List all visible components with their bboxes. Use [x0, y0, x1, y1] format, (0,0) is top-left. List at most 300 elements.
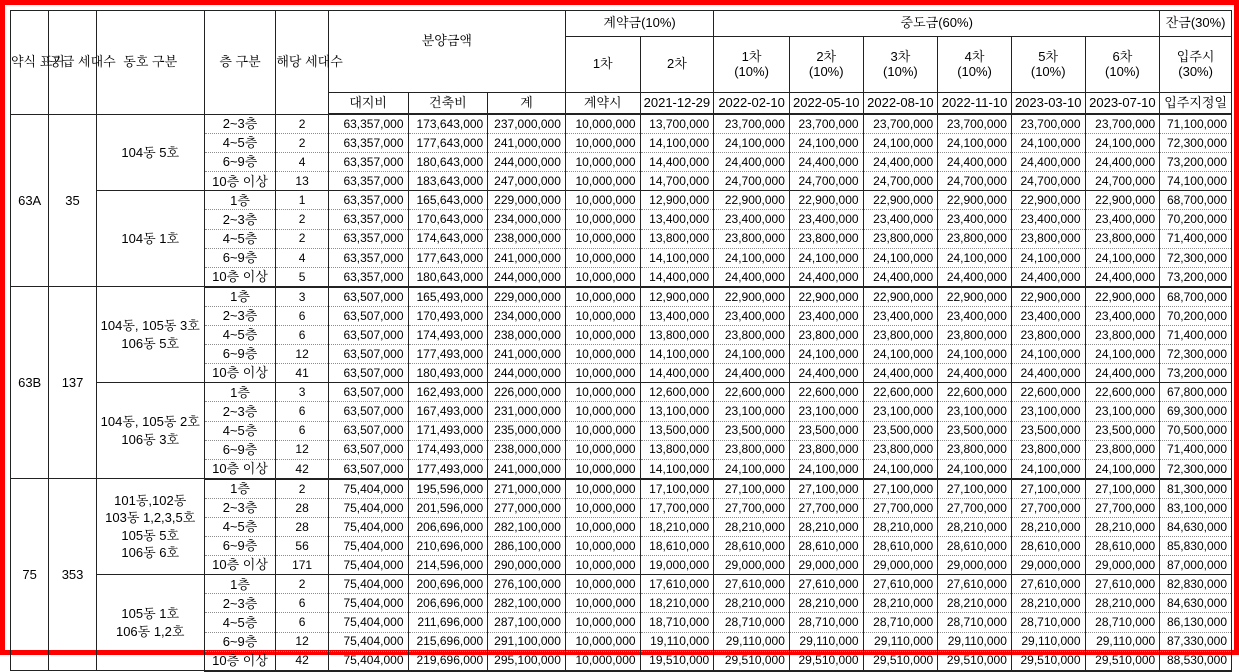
middle-4-cell: 22,900,000: [938, 287, 1012, 307]
middle-2-cell: 29,110,000: [789, 632, 863, 651]
land-price-cell: 63,507,000: [328, 306, 408, 325]
land-price-cell: 75,404,000: [328, 594, 408, 613]
header-deposit-1-date: 계약시: [565, 93, 640, 115]
header-middle: 중도금(60%): [714, 11, 1160, 37]
middle-2-cell: 22,900,000: [789, 287, 863, 307]
middle-5-cell: 28,210,000: [1011, 517, 1085, 536]
units-cell: 2: [276, 575, 328, 594]
deposit-1-cell: 10,000,000: [565, 575, 640, 594]
middle-1-cell: 24,100,000: [714, 134, 790, 153]
floor-cell: 10층 이상: [204, 556, 276, 575]
middle-5-cell: 28,710,000: [1011, 613, 1085, 632]
floor-cell: 6~9층: [204, 632, 276, 651]
balance-cell: 73,200,000: [1160, 364, 1232, 383]
supply-units-cell: 137: [49, 287, 96, 479]
total-price-cell: 238,000,000: [488, 229, 566, 248]
middle-5-cell: 22,600,000: [1011, 383, 1085, 402]
balance-cell: 73,200,000: [1160, 267, 1232, 287]
middle-3-cell: 24,100,000: [863, 134, 938, 153]
land-price-cell: 75,404,000: [328, 556, 408, 575]
units-cell: 6: [276, 306, 328, 325]
middle-3-cell: 22,900,000: [863, 191, 938, 210]
middle-1-cell: 29,510,000: [714, 651, 790, 671]
deposit-1-cell: 10,000,000: [565, 383, 640, 402]
deposit-1-cell: 10,000,000: [565, 613, 640, 632]
floor-cell: 10층 이상: [204, 172, 276, 191]
middle-4-cell: 29,110,000: [938, 632, 1012, 651]
middle-5-cell: 24,700,000: [1011, 172, 1085, 191]
deposit-1-cell: 10,000,000: [565, 479, 640, 499]
dong-ho-label: 101동,102동 103동 1,2,3,5호 105동 5호 106동 6호: [105, 492, 196, 561]
total-price-cell: 287,100,000: [488, 613, 566, 632]
middle-4-cell: 28,210,000: [938, 517, 1012, 536]
middle-4-cell: 23,400,000: [938, 210, 1012, 229]
middle-6-cell: 24,100,000: [1085, 459, 1160, 479]
middle-1-cell: 24,400,000: [714, 267, 790, 287]
land-price-cell: 63,507,000: [328, 364, 408, 383]
middle-6-cell: 28,710,000: [1085, 613, 1160, 632]
dong-ho-cell: [96, 287, 204, 383]
land-price-cell: 63,507,000: [328, 421, 408, 440]
middle-3-cell: 27,700,000: [863, 498, 938, 517]
balance-cell: 72,300,000: [1160, 248, 1232, 267]
deposit-2-cell: 14,400,000: [640, 364, 714, 383]
balance-cell: 67,800,000: [1160, 383, 1232, 402]
total-price-cell: 229,000,000: [488, 287, 566, 307]
balance-cell: 71,400,000: [1160, 326, 1232, 345]
total-price-cell: 282,100,000: [488, 594, 566, 613]
middle-4-cell: 29,000,000: [938, 556, 1012, 575]
middle-3-cell: 29,000,000: [863, 556, 938, 575]
middle-3-cell: 24,100,000: [863, 459, 938, 479]
balance-cell: 71,400,000: [1160, 229, 1232, 248]
middle-3-cell: 24,100,000: [863, 248, 938, 267]
middle-2-cell: 27,610,000: [789, 575, 863, 594]
total-price-cell: 295,100,000: [488, 651, 566, 671]
middle-3-cell: 24,400,000: [863, 364, 938, 383]
total-price-cell: 286,100,000: [488, 537, 566, 556]
middle-6-cell: 24,100,000: [1085, 248, 1160, 267]
deposit-2-cell: 19,510,000: [640, 651, 714, 671]
middle-5-cell: 29,000,000: [1011, 556, 1085, 575]
header-middle-5-date: 2023-03-10: [1011, 93, 1085, 115]
middle-2-cell: 24,100,000: [789, 345, 863, 364]
middle-6-cell: 29,110,000: [1085, 632, 1160, 651]
middle-3-cell: 23,700,000: [863, 114, 938, 134]
header-deposit: 계약금(10%): [565, 11, 713, 37]
building-price-cell: 173,643,000: [408, 114, 488, 134]
deposit-2-cell: 14,100,000: [640, 345, 714, 364]
building-price-cell: 165,493,000: [408, 287, 488, 307]
middle-3-cell: 24,400,000: [863, 267, 938, 287]
header-middle-2: 2차 (10%): [789, 36, 863, 92]
deposit-2-cell: 18,710,000: [640, 613, 714, 632]
land-price-cell: 63,507,000: [328, 383, 408, 402]
table-row: [11, 114, 1232, 134]
header-middle-4-date: 2022-11-10: [938, 93, 1012, 115]
header-balance-date: 입주지정일: [1160, 93, 1232, 115]
middle-4-cell: 28,710,000: [938, 613, 1012, 632]
floor-cell: 2~3층: [204, 306, 276, 325]
middle-4-cell: 23,400,000: [938, 306, 1012, 325]
land-price-cell: 63,357,000: [328, 114, 408, 134]
header-deposit-2-date: 2021-12-29: [640, 93, 714, 115]
floor-cell: 6~9층: [204, 345, 276, 364]
middle-1-cell: 29,000,000: [714, 556, 790, 575]
dong-ho-cell: [96, 383, 204, 479]
middle-2-cell: 27,100,000: [789, 479, 863, 499]
dong-ho-label: 104동 1호: [121, 231, 180, 247]
balance-cell: 69,300,000: [1160, 402, 1232, 421]
middle-4-cell: 24,400,000: [938, 364, 1012, 383]
middle-6-cell: 23,400,000: [1085, 210, 1160, 229]
balance-cell: 87,330,000: [1160, 632, 1232, 651]
dong-ho-cell: [96, 479, 204, 575]
balance-cell: 73,200,000: [1160, 153, 1232, 172]
total-price-cell: 271,000,000: [488, 479, 566, 499]
deposit-2-cell: 17,610,000: [640, 575, 714, 594]
floor-cell: 10층 이상: [204, 651, 276, 671]
middle-5-cell: 23,800,000: [1011, 440, 1085, 459]
land-price-cell: 63,357,000: [328, 248, 408, 267]
floor-cell: 4~5층: [204, 613, 276, 632]
middle-1-cell: 23,800,000: [714, 326, 790, 345]
middle-1-cell: 28,710,000: [714, 613, 790, 632]
units-cell: 28: [276, 498, 328, 517]
units-cell: 42: [276, 459, 328, 479]
balance-cell: 68,700,000: [1160, 191, 1232, 210]
balance-cell: 70,500,000: [1160, 421, 1232, 440]
total-price-cell: 244,000,000: [488, 267, 566, 287]
floor-cell: 2~3층: [204, 210, 276, 229]
balance-cell: 83,100,000: [1160, 498, 1232, 517]
dong-ho-label: 104동 5호: [121, 144, 180, 160]
middle-1-cell: 27,700,000: [714, 498, 790, 517]
floor-cell: 4~5층: [204, 421, 276, 440]
header-middle-6-date: 2023-07-10: [1085, 93, 1160, 115]
deposit-1-cell: 10,000,000: [565, 402, 640, 421]
land-price-cell: 63,357,000: [328, 153, 408, 172]
total-price-cell: 244,000,000: [488, 364, 566, 383]
middle-4-cell: 24,100,000: [938, 134, 1012, 153]
total-price-cell: 277,000,000: [488, 498, 566, 517]
deposit-1-cell: 10,000,000: [565, 172, 640, 191]
units-cell: 171: [276, 556, 328, 575]
middle-4-cell: 24,100,000: [938, 345, 1012, 364]
deposit-1-cell: 10,000,000: [565, 114, 640, 134]
land-price-cell: 75,404,000: [328, 537, 408, 556]
header-middle-2-date: 2022-05-10: [789, 93, 863, 115]
land-price-cell: 63,357,000: [328, 229, 408, 248]
middle-2-cell: 22,600,000: [789, 383, 863, 402]
floor-cell: 1층: [204, 575, 276, 594]
middle-2-cell: 24,400,000: [789, 364, 863, 383]
total-price-cell: 241,000,000: [488, 134, 566, 153]
middle-6-cell: 28,210,000: [1085, 517, 1160, 536]
middle-2-cell: 27,700,000: [789, 498, 863, 517]
floor-cell: 6~9층: [204, 537, 276, 556]
middle-3-cell: 24,400,000: [863, 153, 938, 172]
land-price-cell: 75,404,000: [328, 651, 408, 671]
floor-cell: 1층: [204, 191, 276, 210]
building-price-cell: 206,696,000: [408, 594, 488, 613]
middle-2-cell: 24,100,000: [789, 134, 863, 153]
middle-4-cell: 24,100,000: [938, 459, 1012, 479]
balance-cell: 86,130,000: [1160, 613, 1232, 632]
deposit-2-cell: 12,600,000: [640, 383, 714, 402]
balance-cell: 72,300,000: [1160, 459, 1232, 479]
deposit-1-cell: 10,000,000: [565, 153, 640, 172]
middle-1-cell: 28,210,000: [714, 594, 790, 613]
middle-2-cell: 29,510,000: [789, 651, 863, 671]
middle-3-cell: 23,800,000: [863, 229, 938, 248]
deposit-2-cell: 14,100,000: [640, 248, 714, 267]
middle-5-cell: 23,800,000: [1011, 326, 1085, 345]
deposit-1-cell: 10,000,000: [565, 267, 640, 287]
header-building: 건축비: [408, 93, 488, 115]
middle-4-cell: 24,100,000: [938, 248, 1012, 267]
land-price-cell: 63,507,000: [328, 287, 408, 307]
header-balance: 잔금(30%): [1160, 11, 1232, 37]
middle-6-cell: 23,700,000: [1085, 114, 1160, 134]
middle-5-cell: 23,800,000: [1011, 229, 1085, 248]
total-price-cell: 229,000,000: [488, 191, 566, 210]
middle-5-cell: 28,610,000: [1011, 537, 1085, 556]
header-supply-units: 공급 세대수: [49, 11, 96, 115]
middle-1-cell: 29,110,000: [714, 632, 790, 651]
middle-2-cell: 24,100,000: [789, 248, 863, 267]
floor-cell: 2~3층: [204, 402, 276, 421]
middle-4-cell: 23,100,000: [938, 402, 1012, 421]
middle-2-cell: 23,800,000: [789, 440, 863, 459]
units-cell: 6: [276, 402, 328, 421]
middle-4-cell: 23,500,000: [938, 421, 1012, 440]
deposit-2-cell: 14,100,000: [640, 459, 714, 479]
land-price-cell: 75,404,000: [328, 517, 408, 536]
middle-4-cell: 27,700,000: [938, 498, 1012, 517]
table-row: [11, 575, 1232, 594]
total-price-cell: 231,000,000: [488, 402, 566, 421]
deposit-2-cell: 19,110,000: [640, 632, 714, 651]
middle-4-cell: 22,600,000: [938, 383, 1012, 402]
middle-1-cell: 24,100,000: [714, 345, 790, 364]
deposit-2-cell: 13,400,000: [640, 210, 714, 229]
middle-1-cell: 24,100,000: [714, 459, 790, 479]
middle-4-cell: 28,210,000: [938, 594, 1012, 613]
building-price-cell: 177,643,000: [408, 134, 488, 153]
units-cell: 41: [276, 364, 328, 383]
dong-ho-cell: [96, 575, 204, 671]
floor-cell: 2~3층: [204, 114, 276, 134]
land-price-cell: 75,404,000: [328, 479, 408, 499]
middle-6-cell: 24,400,000: [1085, 267, 1160, 287]
middle-5-cell: 27,700,000: [1011, 498, 1085, 517]
middle-1-cell: 22,900,000: [714, 191, 790, 210]
deposit-1-cell: 10,000,000: [565, 632, 640, 651]
units-cell: 6: [276, 613, 328, 632]
building-price-cell: 215,696,000: [408, 632, 488, 651]
middle-3-cell: 23,500,000: [863, 421, 938, 440]
middle-4-cell: 27,610,000: [938, 575, 1012, 594]
middle-4-cell: 29,510,000: [938, 651, 1012, 671]
middle-2-cell: 28,210,000: [789, 517, 863, 536]
building-price-cell: 170,643,000: [408, 210, 488, 229]
building-price-cell: 174,493,000: [408, 326, 488, 345]
building-price-cell: 177,493,000: [408, 345, 488, 364]
middle-3-cell: 22,900,000: [863, 287, 938, 307]
land-price-cell: 63,357,000: [328, 191, 408, 210]
middle-5-cell: 24,100,000: [1011, 248, 1085, 267]
header-middle-6: 6차 (10%): [1085, 36, 1160, 92]
middle-3-cell: 23,800,000: [863, 440, 938, 459]
total-price-cell: 238,000,000: [488, 326, 566, 345]
land-price-cell: 63,507,000: [328, 402, 408, 421]
middle-4-cell: 27,100,000: [938, 479, 1012, 499]
building-price-cell: 210,696,000: [408, 537, 488, 556]
balance-cell: 84,630,000: [1160, 594, 1232, 613]
middle-6-cell: 27,100,000: [1085, 479, 1160, 499]
floor-cell: 6~9층: [204, 440, 276, 459]
middle-6-cell: 23,100,000: [1085, 402, 1160, 421]
building-price-cell: 170,493,000: [408, 306, 488, 325]
building-price-cell: 206,696,000: [408, 517, 488, 536]
floor-cell: 4~5층: [204, 134, 276, 153]
deposit-1-cell: 10,000,000: [565, 134, 640, 153]
middle-6-cell: 23,800,000: [1085, 229, 1160, 248]
middle-5-cell: 24,100,000: [1011, 459, 1085, 479]
land-price-cell: 63,357,000: [328, 134, 408, 153]
middle-6-cell: 28,210,000: [1085, 594, 1160, 613]
building-price-cell: 201,596,000: [408, 498, 488, 517]
middle-6-cell: 29,000,000: [1085, 556, 1160, 575]
deposit-2-cell: 12,900,000: [640, 191, 714, 210]
middle-6-cell: 29,510,000: [1085, 651, 1160, 671]
floor-cell: 2~3층: [204, 498, 276, 517]
middle-2-cell: 28,710,000: [789, 613, 863, 632]
deposit-2-cell: 17,100,000: [640, 479, 714, 499]
middle-6-cell: 24,400,000: [1085, 153, 1160, 172]
deposit-2-cell: 17,700,000: [640, 498, 714, 517]
deposit-2-cell: 14,400,000: [640, 267, 714, 287]
land-price-cell: 63,357,000: [328, 172, 408, 191]
middle-5-cell: 28,210,000: [1011, 594, 1085, 613]
building-price-cell: 177,493,000: [408, 459, 488, 479]
balance-cell: 71,400,000: [1160, 440, 1232, 459]
middle-2-cell: 24,400,000: [789, 153, 863, 172]
units-cell: 56: [276, 537, 328, 556]
units-cell: 2: [276, 229, 328, 248]
middle-6-cell: 27,610,000: [1085, 575, 1160, 594]
header-sale-price: 분양금액: [328, 11, 565, 93]
middle-3-cell: 22,600,000: [863, 383, 938, 402]
supply-units-cell: 353: [49, 479, 96, 671]
middle-1-cell: 28,610,000: [714, 537, 790, 556]
middle-1-cell: 27,100,000: [714, 479, 790, 499]
total-price-cell: 234,000,000: [488, 306, 566, 325]
units-cell: 4: [276, 153, 328, 172]
units-cell: 3: [276, 383, 328, 402]
middle-5-cell: 23,100,000: [1011, 402, 1085, 421]
land-price-cell: 75,404,000: [328, 632, 408, 651]
balance-cell: 84,630,000: [1160, 517, 1232, 536]
building-price-cell: 183,643,000: [408, 172, 488, 191]
units-cell: 5: [276, 267, 328, 287]
middle-5-cell: 22,900,000: [1011, 287, 1085, 307]
middle-3-cell: 27,100,000: [863, 479, 938, 499]
type-cell: 75: [11, 479, 49, 671]
balance-cell: 71,100,000: [1160, 114, 1232, 134]
deposit-1-cell: 10,000,000: [565, 191, 640, 210]
deposit-2-cell: 13,800,000: [640, 440, 714, 459]
building-price-cell: 165,643,000: [408, 191, 488, 210]
floor-cell: 10층 이상: [204, 364, 276, 383]
middle-2-cell: 28,210,000: [789, 594, 863, 613]
total-price-cell: 290,000,000: [488, 556, 566, 575]
middle-5-cell: 22,900,000: [1011, 191, 1085, 210]
supply-units-cell: 35: [49, 114, 96, 287]
building-price-cell: 177,643,000: [408, 248, 488, 267]
header-deposit-1: 1차: [565, 36, 640, 92]
total-price-cell: 241,000,000: [488, 459, 566, 479]
middle-4-cell: 23,800,000: [938, 440, 1012, 459]
middle-1-cell: 24,400,000: [714, 364, 790, 383]
floor-cell: 4~5층: [204, 229, 276, 248]
units-cell: 2: [276, 134, 328, 153]
header-balance-label: 입주시 (30%): [1160, 36, 1232, 92]
middle-2-cell: 29,000,000: [789, 556, 863, 575]
middle-6-cell: 24,100,000: [1085, 345, 1160, 364]
deposit-2-cell: 19,000,000: [640, 556, 714, 575]
middle-1-cell: 28,210,000: [714, 517, 790, 536]
middle-6-cell: 22,900,000: [1085, 287, 1160, 307]
middle-4-cell: 23,800,000: [938, 326, 1012, 345]
middle-1-cell: 23,100,000: [714, 402, 790, 421]
middle-6-cell: 24,400,000: [1085, 364, 1160, 383]
middle-6-cell: 24,700,000: [1085, 172, 1160, 191]
middle-2-cell: 24,400,000: [789, 267, 863, 287]
middle-3-cell: 23,400,000: [863, 306, 938, 325]
table-row: [11, 383, 1232, 402]
deposit-2-cell: 13,100,000: [640, 402, 714, 421]
middle-5-cell: 24,400,000: [1011, 364, 1085, 383]
middle-6-cell: 23,800,000: [1085, 326, 1160, 345]
balance-cell: 72,300,000: [1160, 134, 1232, 153]
middle-6-cell: 23,500,000: [1085, 421, 1160, 440]
units-cell: 13: [276, 172, 328, 191]
header-middle-3-date: 2022-08-10: [863, 93, 938, 115]
deposit-1-cell: 10,000,000: [565, 651, 640, 671]
middle-1-cell: 23,800,000: [714, 229, 790, 248]
middle-2-cell: 23,500,000: [789, 421, 863, 440]
middle-1-cell: 27,610,000: [714, 575, 790, 594]
middle-4-cell: 24,400,000: [938, 267, 1012, 287]
deposit-2-cell: 18,210,000: [640, 594, 714, 613]
balance-cell: 70,200,000: [1160, 210, 1232, 229]
dong-ho-cell: [96, 114, 204, 191]
middle-5-cell: 23,500,000: [1011, 421, 1085, 440]
total-price-cell: 291,100,000: [488, 632, 566, 651]
middle-4-cell: 24,400,000: [938, 153, 1012, 172]
middle-2-cell: 23,800,000: [789, 229, 863, 248]
total-price-cell: 241,000,000: [488, 248, 566, 267]
deposit-1-cell: 10,000,000: [565, 287, 640, 307]
land-price-cell: 75,404,000: [328, 575, 408, 594]
total-price-cell: 244,000,000: [488, 153, 566, 172]
deposit-2-cell: 14,700,000: [640, 172, 714, 191]
units-cell: 3: [276, 287, 328, 307]
land-price-cell: 63,507,000: [328, 345, 408, 364]
middle-2-cell: 24,700,000: [789, 172, 863, 191]
